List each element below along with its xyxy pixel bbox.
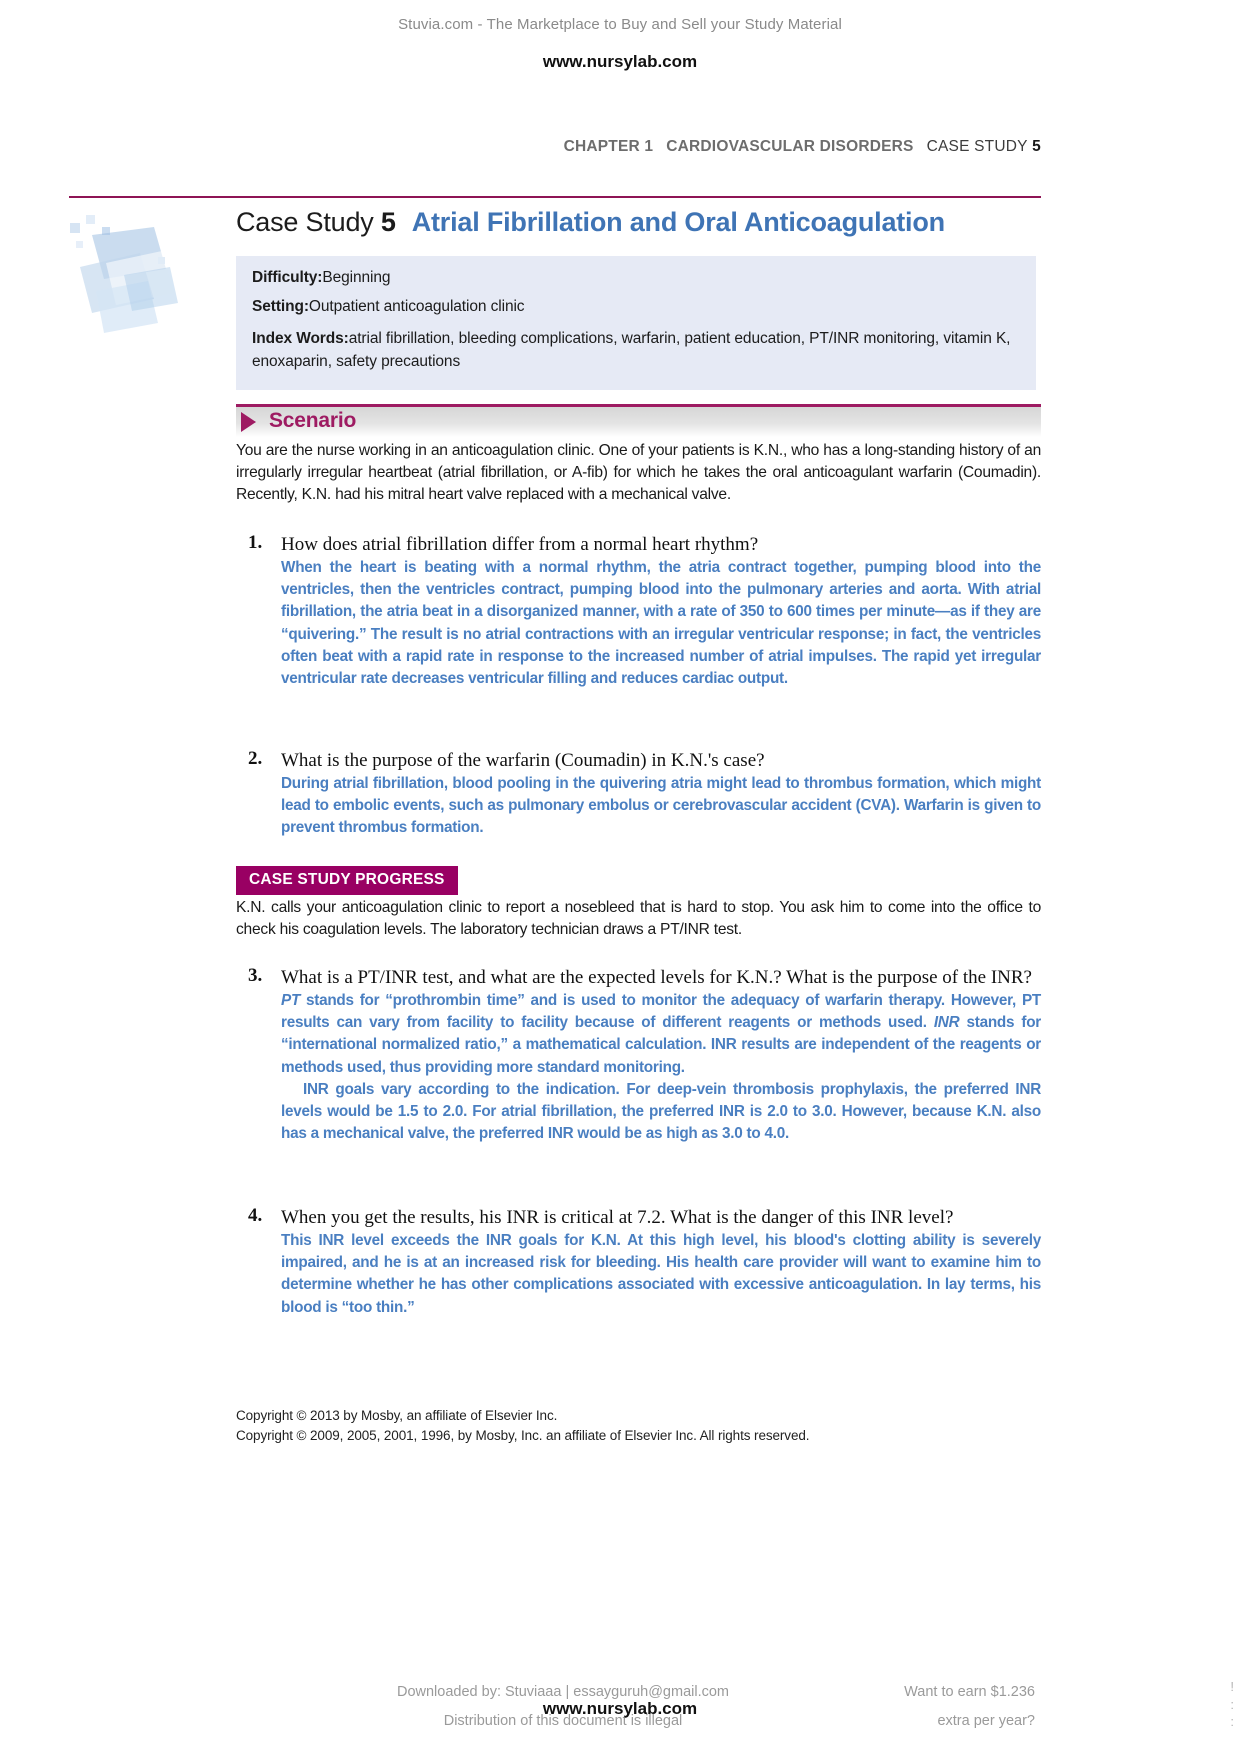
setting-value: Outpatient anticoagulation clinic	[308, 297, 525, 315]
question-number-3: 3.	[248, 965, 263, 986]
answer-3-seg-1: stands for “prothrombin time” and is used to monitor the adequacy of warfarin therapy. However, PT results can vary from facility to facility because of different reagents or methods used.	[281, 992, 1041, 1032]
triangle-icon	[241, 412, 256, 432]
case-study-number: 5	[1032, 138, 1041, 155]
answer-text-2: During atrial fibrillation, blood pooling in the quivering atria might lead to thrombus formation, which might lead to embolic events, such as pulmonary embolus or cerebrovascular accident (CVA). Warfarin is given to prevent thrombus formation.	[281, 775, 1041, 837]
question-text-1: How does atrial fibrillation differ from a normal heart rhythm?	[281, 534, 759, 555]
answer-3-seg-2: stands for “international normalized ratio,” a mathematical calculation. INR results are independent of the reagents or methods used, thus providing more standard monitoring.	[281, 1014, 1041, 1076]
case-metadata-box	[236, 256, 1036, 390]
nursylab-bottom-watermark: www.nursylab.com	[542, 1699, 698, 1718]
case-study-label: CASE STUDY	[926, 138, 1028, 155]
downloaded-by-text: Downloaded by: Stuviaaa | essayguruh@gmail.com	[396, 1684, 730, 1700]
setting-row	[252, 299, 1020, 315]
question-number-4: 4.	[248, 1205, 263, 1226]
chapter-running-head	[0, 138, 1041, 156]
answer-text-1: When the heart is beating with a normal rhythm, the atria contract together, pumping blood into the ventricles, then the ventricles contract, pumping blood into the pulmonary arteries and aorta. With atrial fibrillation, the atria beat in a disorganized manner, with a rate of 350 to 600 times per minute—as if they are “quivering.” The result is no atrial contractions with an irregular ventricular response; in fact, the ventricles often beat with a rapid rate in response to the increased number of atrial impulses. The rapid yet irregular ventricular rate decreases ventricular filling and reduces cardiac output.	[281, 559, 1041, 687]
question-number-1: 1.	[248, 532, 263, 553]
answer-text-4: This INR level exceeds the INR goals for K.N. At this high level, his blood's clotting ability is severely impaired, and he is at an increased risk for bleeding. His health care provider will want to examine him to determine whether he has other complications associated with excessive anticoagulation. In lay terms, his blood is “too thin.”	[281, 1232, 1041, 1316]
earn-line-2: extra per year?	[937, 1713, 1035, 1729]
copyright-line-2: Copyright © 2009, 2005, 2001, 1996, by Mosby, Inc. an affiliate of Elsevier Inc. All rights reserved.	[236, 1427, 810, 1443]
question-item-3	[248, 965, 1041, 1145]
distribution-illegal-text: Distribution of this document is illegal	[443, 1713, 683, 1729]
scenario-heading: Scenario	[269, 409, 357, 432]
answer-text-3-para-1	[281, 990, 1041, 1079]
question-item-2	[248, 748, 1041, 840]
case-study-progress-badge: CASE STUDY PROGRESS	[236, 866, 458, 895]
title-number: 5	[380, 207, 396, 237]
answer-3-term-pt: PT	[281, 992, 301, 1010]
page-title	[236, 207, 1056, 238]
decorative-cubes-graphic	[62, 205, 222, 365]
stuvia-bottom-watermark	[0, 1678, 1240, 1754]
question-item-1	[248, 532, 1041, 690]
index-words-value: atrial fibrillation, bleeding complications, warfarin, patient education, PT/INR monitoring, vitamin K, enoxaparin, safety precautions	[252, 330, 1011, 371]
question-item-4	[248, 1205, 1041, 1319]
case-study-progress-paragraph: K.N. calls your anticoagulation clinic to report a nosebleed that is hard to stop. You ask him to come into the office to check his coagulation levels. The laboratory technician draws a PT/INR test.	[236, 899, 1041, 939]
scenario-paragraph: You are the nurse working in an anticoagulation clinic. One of your patients is K.N., who has a long-standing history of an irregularly irregular heartbeat (atrial fibrillation, or A-fib) for which he takes the oral anticoagulant warfarin (Coumadin). Recently, K.N. had his mitral heart valve replaced with a mechanical valve.	[236, 442, 1041, 504]
earn-line-1: Want to earn $1.236	[904, 1684, 1035, 1700]
title-prefix: Case Study 5	[236, 207, 396, 237]
difficulty-value: Beginning	[322, 269, 391, 286]
edge-marks-icon: ! : :	[1230, 1679, 1234, 1730]
difficulty-label: Difficulty:	[252, 269, 323, 286]
answer-text-3-para-2	[281, 1079, 1041, 1146]
index-words-label: Index Words:	[252, 330, 349, 347]
chapter-label: CHAPTER 1	[563, 138, 654, 155]
copyright-line-1: Copyright © 2013 by Mosby, an affiliate of Elsevier Inc.	[236, 1408, 558, 1423]
question-number-2: 2.	[248, 748, 263, 769]
difficulty-row	[252, 270, 1020, 286]
setting-label: Setting:	[252, 297, 309, 315]
answer-3-term-inr: INR	[933, 1014, 960, 1032]
chapter-section: CARDIOVASCULAR DISORDERS	[666, 138, 914, 155]
title-main-text: Atrial Fibrillation and Oral Anticoagulation	[411, 207, 945, 237]
answer-3-para2-text: INR goals vary according to the indication. For deep-vein thrombosis prophylaxis, the preferred INR levels would be 1.5 to 2.0. For atrial fibrillation, the preferred INR is 2.0 to 3.0. However, because K.N. also has a mechanical valve, the preferred INR would be as high as 3.0 to 4.0.	[281, 1080, 1041, 1143]
copyright-block	[236, 1406, 809, 1445]
scenario-section-header	[236, 404, 1041, 437]
question-text-3: What is a PT/INR test, and what are the expected levels for K.N.? What is the purpose of the INR?	[281, 967, 1032, 988]
nursylab-top-watermark: www.nursylab.com	[542, 52, 698, 71]
question-text-4: When you get the results, his INR is critical at 7.2. What is the danger of this INR level?	[281, 1207, 954, 1228]
question-text-2: What is the purpose of the warfarin (Coumadin) in K.N.'s case?	[281, 750, 765, 771]
stuvia-top-watermark: Stuvia.com - The Marketplace to Buy and Sell your Study Material	[398, 16, 842, 33]
index-words-row	[252, 327, 1020, 374]
title-top-rule	[69, 196, 1041, 198]
